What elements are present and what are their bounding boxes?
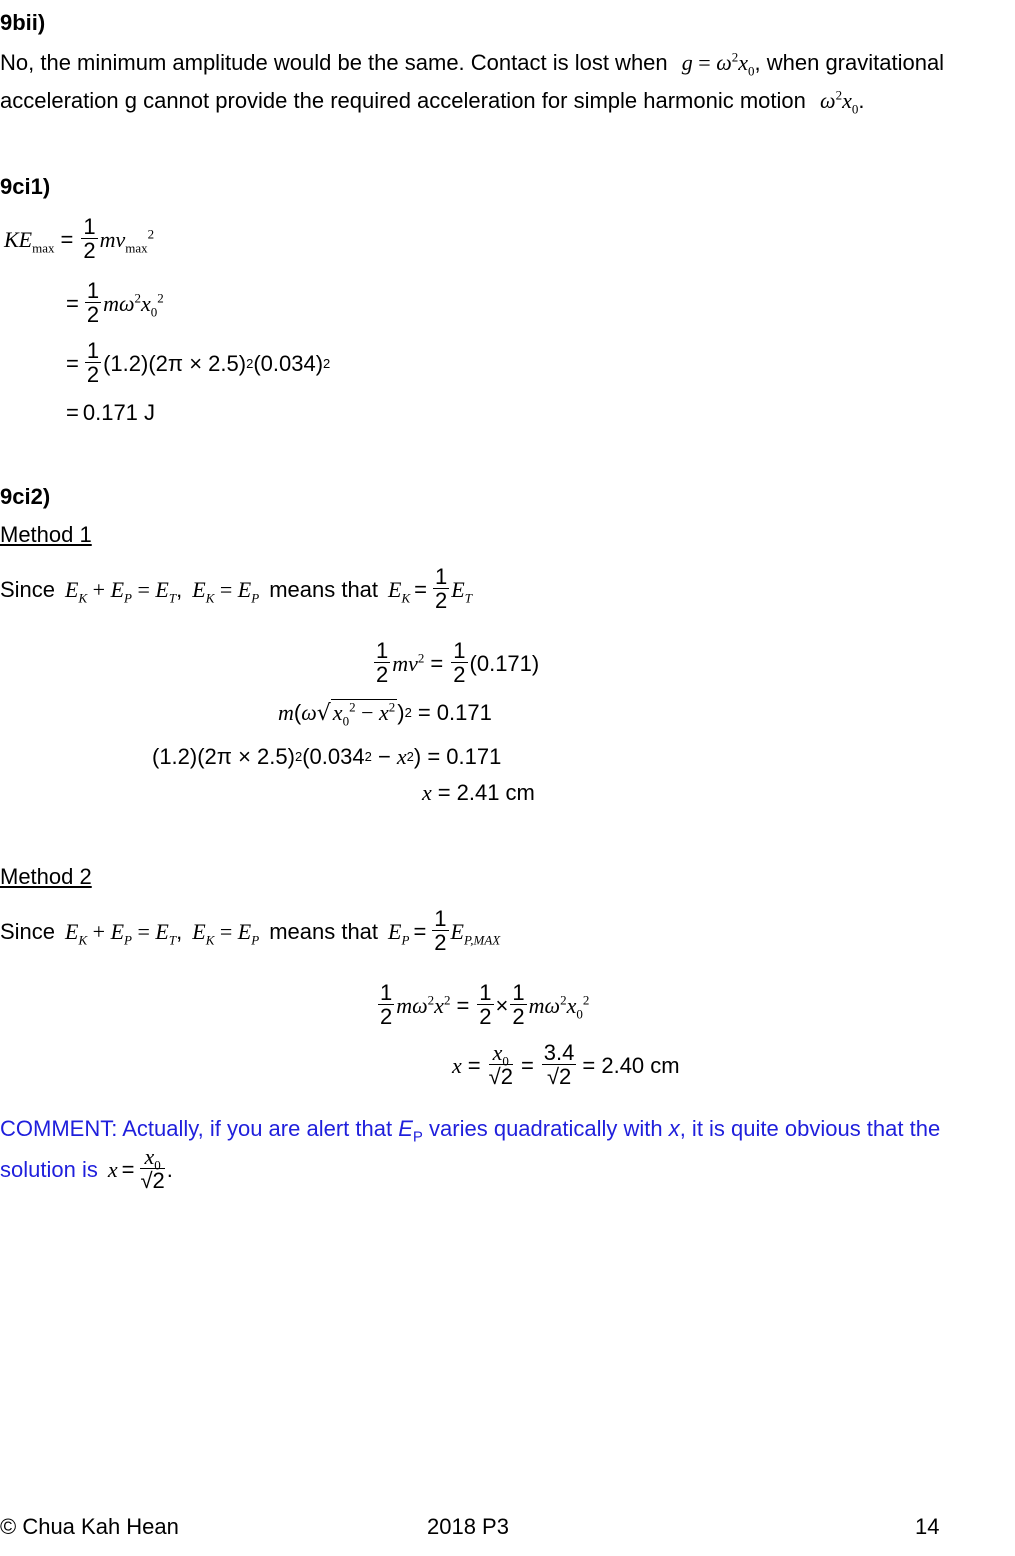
method1-premise: Since $E_K + E_P = E_T$ , $E_K = E_P$ means that $E_K$ = $\frac{1}{2}$ $E_T$	[0, 564, 472, 613]
means-that-text: means that	[269, 576, 379, 602]
equation-shm-acceleration: $\omega^2x_0$	[820, 87, 859, 117]
displacement-value: 2.41 cm	[456, 780, 535, 805]
comment-tail: .	[166, 1156, 173, 1182]
means-that-text: means that	[269, 918, 379, 944]
method1-result: x = 2.41 cm	[422, 780, 535, 805]
footer-paper: 2018 P3	[427, 1514, 509, 1539]
heading-9ci1: 9ci1)	[0, 174, 51, 199]
text: No, the minimum amplitude would be the same. Contact is lost when	[0, 50, 668, 75]
text: .	[858, 88, 865, 113]
eq3-values: (1.2)(2π × 2.5)	[152, 744, 295, 769]
equation-ke-max-result: = 0.171 J	[66, 400, 156, 425]
comment-text: varies quadratically with	[429, 1116, 663, 1141]
method1-eq1: $\frac{1}{2}$ $mv^2$ = $\frac{1}{2}$ (0.171)	[376, 638, 540, 687]
method1-eq2: m ( ω $√x_0^2 - x^2$ ) 2 = 0.171	[278, 699, 492, 729]
comment-text: , it is quite obvious that the	[679, 1116, 941, 1141]
since-text: Since	[0, 576, 56, 602]
method2-eq1: $\frac{1}{2}$ $m\omega^2x^2$ = $\frac{1}{2}$ × $\frac{1}{2}$ $m\omega^2x_0^2$	[380, 980, 590, 1029]
equation-ke-max-step1: $KE_{max}$ = $\frac{1}{2}$ $mv_{max}^2$	[4, 214, 155, 263]
equation-contact-condition: $g = \omega^2x_0$	[681, 49, 755, 79]
comment-line2: solution is x = $\frac{x_0}{√2}$ .	[0, 1144, 173, 1193]
minus: −	[371, 744, 397, 769]
footer-page-number: 14	[915, 1514, 940, 1539]
ke-max-value: 0.171 J	[82, 400, 156, 425]
comment-symbol-sub: P	[412, 1128, 423, 1146]
method1-title: Method 1	[0, 522, 92, 547]
comment-line1	[0, 1110, 940, 1148]
comment-label: COMMENT:	[0, 1116, 118, 1141]
eq2-rhs: = 0.171	[417, 700, 492, 725]
comment-var: x	[668, 1116, 680, 1141]
equation-ke-max-step3: = $\frac{1}{2}$ (1.2)(2π × 2.5) 2 (0.034) 2	[66, 338, 331, 387]
method2-premise: Since $E_K + E_P = E_T$ , $E_K = E_P$ means that $E_P$ = $\frac{1}{2}$ $E_{P,MAX}$	[0, 906, 501, 955]
method1-eq3: (1.2)(2π × 2.5) 2 (0.034 2 − x 2 ) = 0.171	[152, 744, 502, 769]
heading-9ci2: 9ci2)	[0, 484, 51, 509]
text: , when gravitational	[754, 50, 945, 75]
eq3-rhs: ) = 0.171	[413, 744, 502, 769]
method2-eq2: x = $\frac{x_0}{√2}$ = $\frac{3.4}{√2}$ = 2.40 cm	[452, 1040, 680, 1089]
equation-ke-max-step2: = $\frac{1}{2}$ $m\omega^2x_0^2$	[66, 278, 164, 327]
comment-text: Actually, if you are alert that	[122, 1116, 393, 1141]
heading-9bii: 9bii)	[0, 10, 46, 35]
since-text: Since	[0, 918, 56, 944]
eq3-amplitude: (0.034	[302, 744, 365, 769]
method2-title: Method 2	[0, 864, 92, 889]
text: acceleration g cannot provide the required acceleration for simple harmonic motion	[0, 88, 806, 113]
comment-text: solution is	[0, 1156, 98, 1182]
ke-value: (0.171)	[469, 650, 540, 676]
paragraph-9bii-line1	[0, 44, 944, 82]
amplitude-value: (0.034)	[253, 350, 324, 376]
amplitude-cm: 3.4	[543, 1040, 575, 1065]
footer-author: © Chua Kah Hean	[0, 1514, 179, 1539]
comment-symbol: E	[398, 1116, 413, 1141]
substituted-values: (1.2)(2π × 2.5)	[103, 350, 247, 376]
paragraph-9bii-line2	[0, 82, 864, 120]
method2-result-value: = 2.40 cm	[582, 1052, 680, 1078]
